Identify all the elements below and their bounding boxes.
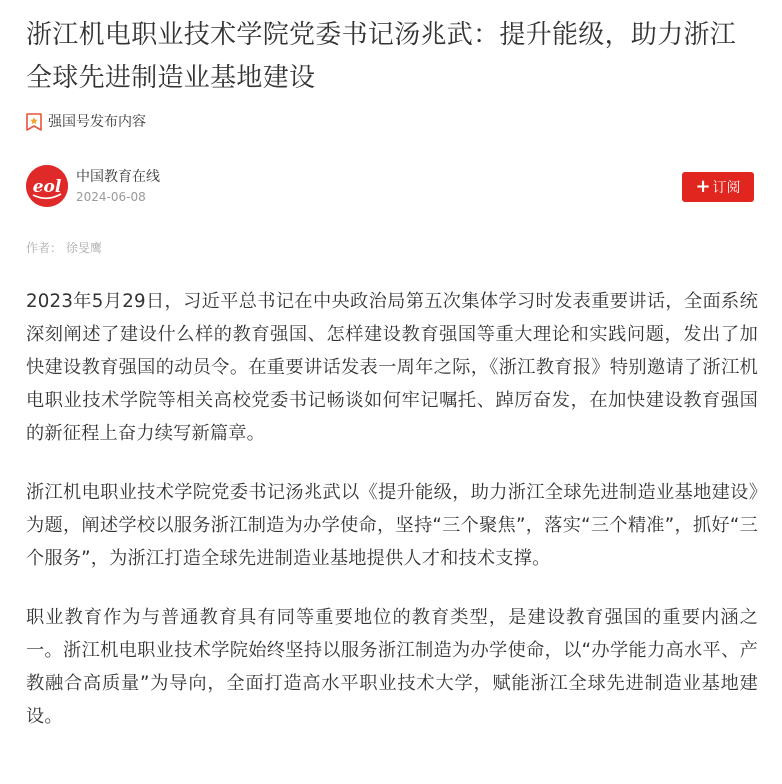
subscribe-label: 订阅 [712,180,741,196]
subscribe-button[interactable] [682,172,754,202]
article-paragraph: 浙江机电职业技术学院党委书记汤兆武以《提升能级，助力浙江全球先进制造业基地建设》为题，阐述学校以服务浙江制造为办学使命，坚持“三个聚焦”，落实“三个精准”，抓好“三个服务”，为浙江打造全球先进制造业基地提供人才和技术支撑。 [26,482,758,569]
publisher-name[interactable]: 中国教育在线 [76,169,160,185]
article-body [26,285,758,759]
source-tag-label[interactable]: 强国号发布内容 [48,114,146,130]
publish-date: 2024-06-08 [76,190,146,204]
article-title: 浙江机电职业技术学院党委书记汤兆武：提升能级，助力浙江全球先进制造业基地建设 [26,20,737,93]
eol-logo-icon [26,165,68,207]
source-tag [26,112,146,132]
publisher-avatar[interactable] [26,165,68,207]
publisher-row [26,165,756,209]
article-paragraph: 2023年5月29日，习近平总书记在中央政治局第五次集体学习时发表重要讲话，全面系统深刻阐述了建设什么样的教育强国、怎样建设教育强国等重大理论和实践问题，发出了加快建设教育强国的动员令。在重要讲话发表一周年之际，《浙江教育报》特别邀请了浙江机电职业技术学院等相关高校党委书记畅谈如何牢记嘱托、踔厉奋发，在加快建设教育强国的新征程上奋力续写新篇章。 [26,291,758,444]
article-paragraph: 职业教育作为与普通教育具有同等重要地位的教育类型，是建设教育强国的重要内涵之一。浙江机电职业技术学院始终坚持以服务浙江制造为办学使命，以“办学能力高水平、产教融合高质量”为导向，全面打造高水平职业技术大学，赋能浙江全球先进制造业基地建设。 [26,607,758,727]
author-line: 作者： 徐旻鹰 [26,241,102,255]
plus-icon: + [695,176,711,197]
badge-icon [26,113,42,131]
avatar-text: eol [32,177,62,197]
